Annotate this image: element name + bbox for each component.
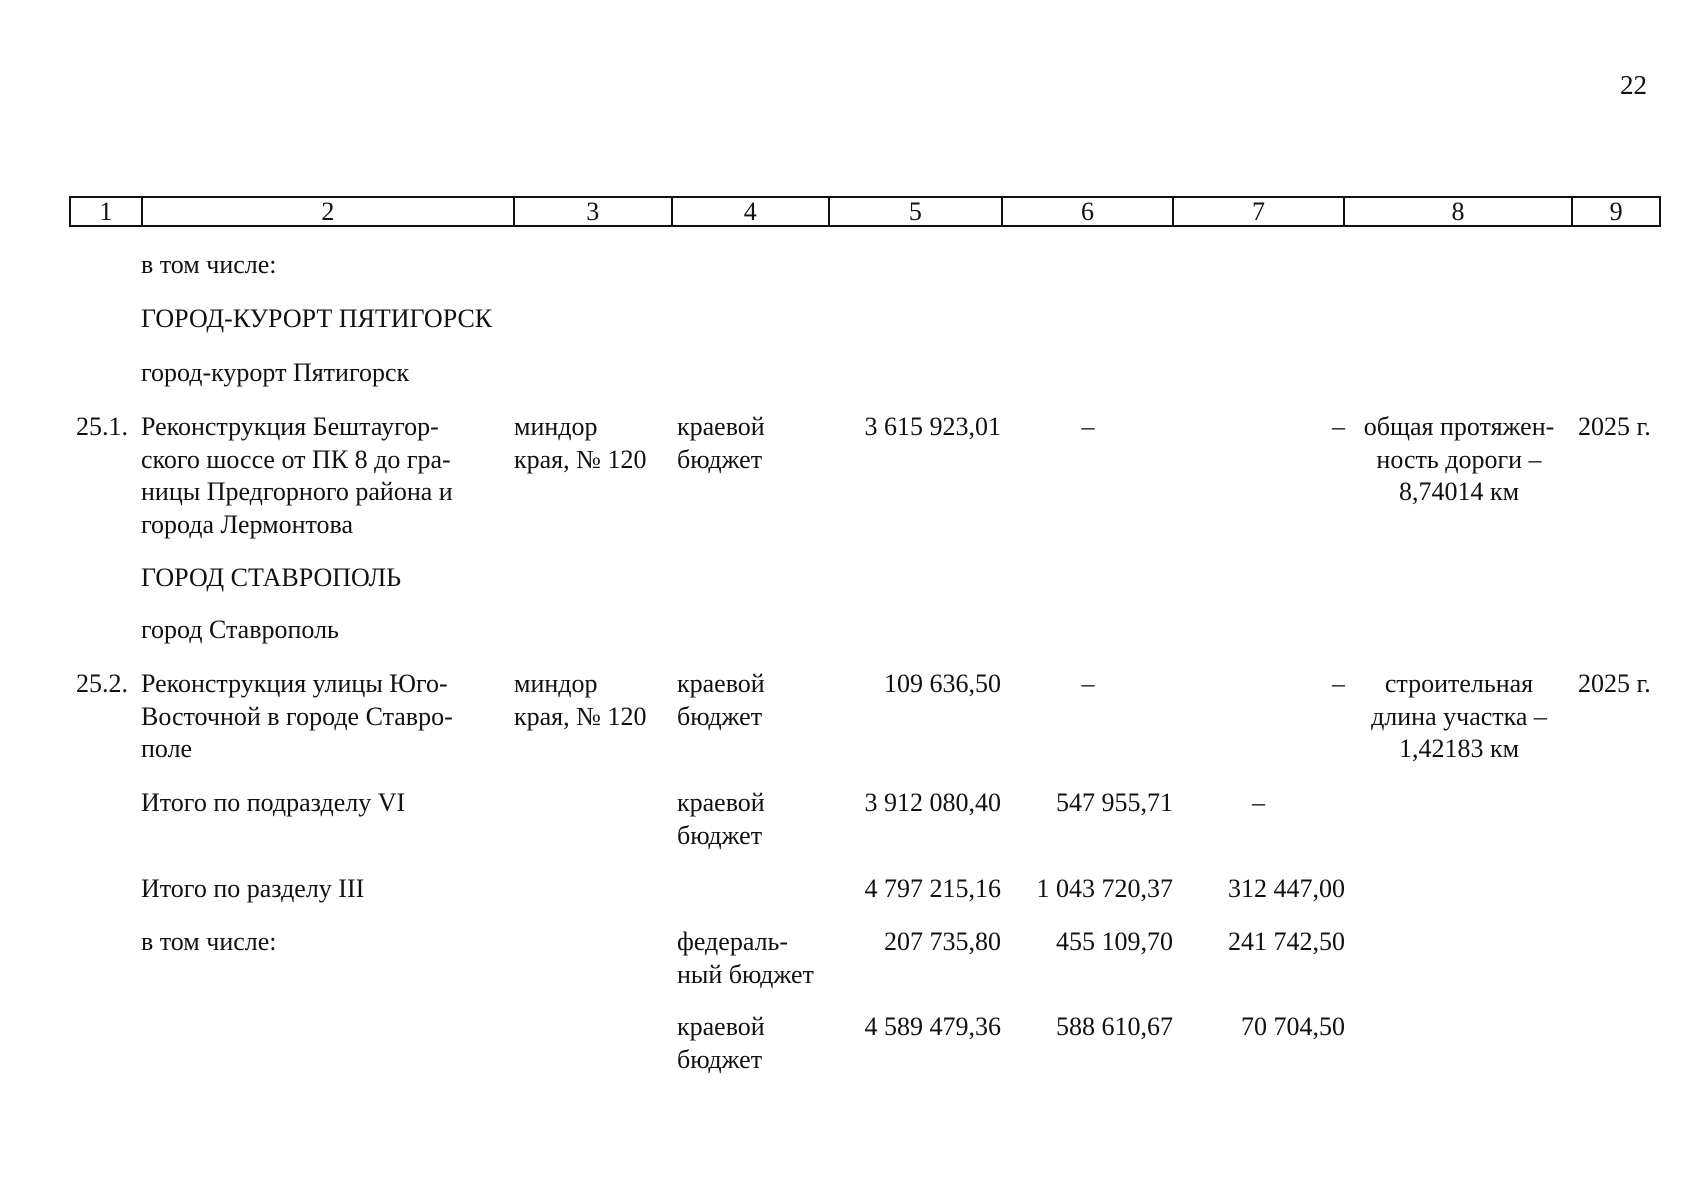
source-line: бюджет [677,1044,763,1074]
amount-col7: 241 742,50 [1228,927,1345,956]
customer-line: края, № 120 [514,701,647,731]
result-line: общая протяжен- [1363,412,1555,441]
amount-col6: – [1081,412,1095,441]
header-col-1: 1 [71,198,143,225]
row-number: 25.2. [76,669,128,698]
source-line: краевой [677,788,765,817]
object-name-line: города Лермонтова [141,509,353,539]
amount-col6: 1 043 720,37 [1036,874,1173,903]
amount-col6: 588 610,67 [1056,1012,1173,1041]
region1-heading: ГОРОД-КУРОРТ ПЯТИГОРСК [141,304,493,333]
amount-col7: – [1332,412,1345,441]
source-line: краевой [677,669,765,698]
source-line: бюджет [677,701,763,731]
table-header-row [69,196,1661,227]
year: 2025 г. [1578,412,1651,441]
customer-line: края, № 120 [514,444,647,474]
source-line: федераль- [677,927,789,956]
header-col-5: 5 [830,198,1003,225]
source-line: ный бюджет [677,959,814,989]
result-line: строительная [1384,669,1534,698]
amount-col7: – [1332,669,1345,698]
amount-col7: 70 704,50 [1241,1012,1345,1041]
page-number: 22 [1620,70,1647,100]
header-col-7: 7 [1174,198,1345,225]
object-name-line: ницы Предгорного района и [141,477,453,506]
row-number: 25.1. [76,412,128,441]
amount-col6: 455 109,70 [1056,927,1173,956]
header-col-9: 9 [1609,197,1623,226]
header-col-8: 8 [1345,198,1573,225]
section-total-label: Итого по разделу III [141,874,365,903]
including-label: в том числе: [141,927,277,956]
amount-col5: 3 615 923,01 [864,412,1001,441]
intro-label: в том числе: [141,250,277,279]
amount-col5: 4 589 479,36 [864,1012,1001,1041]
year: 2025 г. [1578,669,1651,698]
customer-line: миндор [514,412,598,441]
result-line: ность дороги – [1376,444,1542,474]
source-line: бюджет [677,444,763,474]
header-col-6: 6 [1003,198,1175,225]
amount-col5: 207 735,80 [884,927,1001,956]
amount-col5: 109 636,50 [884,669,1001,698]
amount-col7: – [1252,788,1265,817]
header-col-2: 2 [143,198,515,225]
source-line: краевой [677,412,765,441]
customer-line: миндор [514,669,598,698]
result-line: 8,74014 км [1398,477,1520,506]
source-line: краевой [677,1012,765,1041]
amount-col6: – [1081,669,1095,698]
object-name-line: поле [141,734,193,763]
region1-subheading: город-курорт Пятигорск [141,358,410,387]
region2-heading: ГОРОД СТАВРОПОЛЬ [141,563,402,592]
object-name-line: ского шоссе от ПК 8 до гра- [141,444,451,474]
object-name-line: Реконструкция улицы Юго- [141,669,448,698]
result-line: 1,42183 км [1398,734,1520,763]
object-name-line: Восточной в городе Ставро- [141,701,453,731]
amount-col7: 312 447,00 [1228,874,1345,903]
object-name-line: Реконструкция Бештаугор- [141,412,439,441]
result-line: длина участка – [1371,701,1547,731]
header-col-4: 4 [673,198,831,225]
amount-col5: 4 797 215,16 [864,874,1001,903]
source-line: бюджет [677,820,763,850]
amount-col5: 3 912 080,40 [864,788,1001,817]
amount-col6: 547 955,71 [1056,788,1173,817]
region2-subheading: город Ставрополь [141,615,339,644]
header-col-3: 3 [515,198,673,225]
subsection-total-label: Итого по подразделу VI [141,788,406,817]
